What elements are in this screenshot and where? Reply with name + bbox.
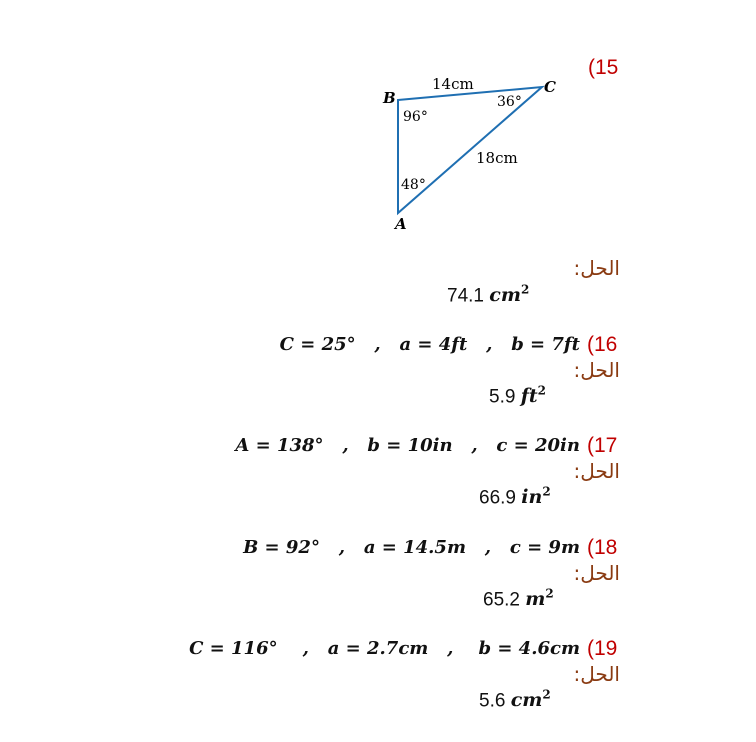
vertex-c-label: C [544,78,556,96]
answer-power: 2 [542,688,551,702]
problem-15-solution-label: الحل: [573,256,620,280]
answer-unit: cm [510,689,543,712]
answer-value: 5.6 [479,690,506,712]
angle-c-label: 36° [497,94,522,110]
problem-18-solution-label: الحل: [573,561,620,585]
answer-value: 65.2 [483,589,520,611]
angle-a-label: 48° [401,177,426,193]
problem-19-given: C = 116° , a = 2.7cm , b = 4.6cm [189,638,580,659]
problem-15-answer [447,283,529,307]
problem-16-number: (16 [587,333,618,356]
answer-power: 2 [537,384,547,398]
vertex-b-label: B [383,89,396,107]
problem-19-solution-label: الحل: [573,662,620,686]
problem-17-number: (17 [587,434,618,457]
problem-18-answer [483,587,554,611]
problem-19-answer [479,688,551,712]
problem-16-given: C = 25° , a = 4ft , b = 7ft [279,334,580,355]
answer-unit: cm [489,284,521,307]
side-ac-label: 18cm [476,149,518,167]
answer-unit: m [525,588,546,611]
answer-unit: in [521,486,543,509]
answer-unit: ft [520,385,538,408]
answer-power: 2 [545,587,554,601]
angle-b-label: 96° [403,109,428,125]
problem-17-answer [479,485,551,509]
problem-16-answer [489,384,546,408]
problem-19-number: (19 [587,637,618,660]
answer-value: 5.9 [489,386,516,408]
problem-18-given: B = 92° , a = 14.5m , c = 9m [243,537,580,558]
problem-17-solution-label: الحل: [573,459,620,483]
answer-value: 66.9 [479,487,516,509]
answer-power: 2 [520,283,530,297]
triangle-figure [0,0,756,240]
problem-15-number: (15 [588,56,619,79]
vertex-a-label: A [395,215,407,233]
answer-value: 74.1 [447,285,484,307]
side-bc-label: 14cm [432,75,474,93]
answer-power: 2 [542,485,551,499]
problem-17-given: A = 138° , b = 10in , c = 20in [235,435,580,456]
problem-18-number: (18 [587,536,618,559]
problem-16-solution-label: الحل: [573,358,620,382]
